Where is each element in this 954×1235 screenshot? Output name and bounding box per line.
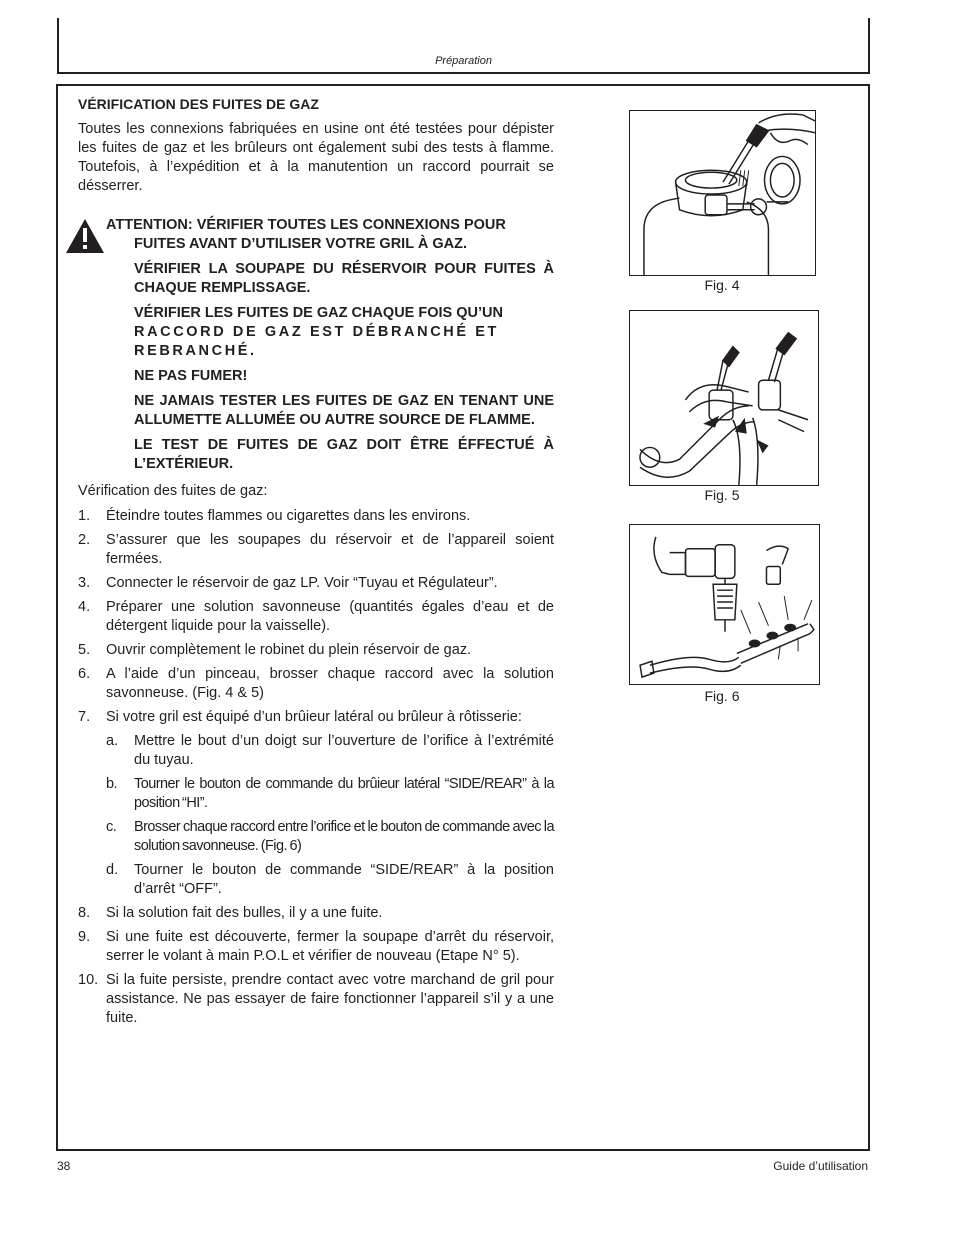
header-title: Préparation <box>435 55 492 67</box>
warning-item: NE JAMAIS TESTER LES FUITES DE GAZ EN TENANT UNE ALLUMETTE ALLUMÉE OU AUTRE SOURCE DE FLAMME. <box>134 393 554 428</box>
figure-6 <box>629 524 820 685</box>
substeps-list <box>106 732 554 899</box>
warning-line1: ATTENTION: VÉRIFIER TOUTES LES CONNEXIONS POUR <box>106 217 506 233</box>
warning-item: LE TEST DE FUITES DE GAZ DOIT ÊTRE ÉFFECTUÉ À L’EXTÉRIEUR. <box>134 437 554 472</box>
figure-5-caption: Fig. 5 <box>704 487 740 503</box>
sub-list-item: a. Mettre le bout d’un doigt sur l’ouverture de l’orifice à l’extrémité du tuyau. <box>106 733 554 768</box>
header-box <box>57 18 870 74</box>
list-item: 2. S’assurer que les soupapes du réservoir et de l’appareil soient fermées. <box>78 532 554 567</box>
footer-guide-title: Guide d’utilisation <box>773 1159 868 1173</box>
steps-intro: Vérification des fuites de gaz: <box>78 483 268 499</box>
warning-block <box>78 216 554 474</box>
list-item: 1. Éteindre toutes flammes ou cigarettes dans les environs. <box>78 508 471 524</box>
list-item: 10. Si la fuite persiste, prendre contact avec votre marchand de gril pour assistance. Ne pas essayer de faire fonctionner l’appareil s’il y a une fuite. <box>78 972 554 1026</box>
warning-item: NE PAS FUMER! <box>134 368 248 384</box>
list-item: 3. Connecter le réservoir de gaz LP. Voir “Tuyau et Régulateur”. <box>78 575 498 591</box>
section-intro: Toutes les connexions fabriquées en usine ont été testées pour dépister les fuites de gaz et les brûleurs ont également subi des tests à flamme. Toutefois, à l’expédition et à la manutention un raccord pourrait se désserrer. <box>78 121 554 194</box>
main-content <box>78 95 554 1033</box>
tank-valve-brush-illustration <box>630 111 815 275</box>
list-item: 5. Ouvrir complètement le robinet du plein réservoir de gaz. <box>78 642 472 658</box>
list-item: 4. Préparer une solution savonneuse (quantités égales d’eau et de détergent liquide pour la vaisselle). <box>78 599 554 634</box>
list-item: 7. Si votre gril est équipé d’un brûieur latéral ou brûleur à rôtisserie: a. Mettre le bout d’un doigt sur l’ouverture de l’orifice à l’extrémité du tuyau. b. Tourner le bouton de commande du brûieur latéral “SIDE/REAR” à la position “HI”. c. Brosser chaque raccord entre l’orifice et le bouton de commande avec la solution savonneuse. (Fig. 6) d. Tourner le bouton de commande “SIDE/REAR” à la position d’arrêt “OFF”. <box>78 709 554 897</box>
sub-list-item: b. Tourner le bouton de commande du brûieur latéral “SIDE/REAR” à la position “HI”. <box>106 776 554 811</box>
sub-list-item: d. Tourner le bouton de commande “SIDE/REAR” à la position d’arrêt “OFF”. <box>106 862 554 897</box>
sub-list-item: c. Brosser chaque raccord entre l’orifice et le bouton de commande avec la solution savonneuse. (Fig. 6) <box>106 819 554 854</box>
list-item: 9. Si une fuite est découverte, fermer la soupape d’arrêt du réservoir, serrer le volant à main P.O.L et vérifier de nouveau (Etape N° 5). <box>78 929 554 964</box>
figure-5 <box>629 310 819 486</box>
figure-4-caption: Fig. 4 <box>704 277 740 293</box>
warning-item: VÉRIFIER LES FUITES DE GAZ CHAQUE FOIS QU’UN <box>134 305 503 321</box>
figure-6-caption: Fig. 6 <box>704 688 740 704</box>
page-number: 38 <box>57 1159 71 1173</box>
list-item: 6. A l’aide d’un pinceau, brosser chaque raccord avec la solution savonneuse. (Fig. 4 & 5) <box>78 666 554 701</box>
warning-item: RACCORD DE GAZ EST DÉBRANCHÉ ET REBRANCHÉ. <box>134 324 499 359</box>
warning-item: VÉRIFIER LA SOUPAPE DU RÉSERVOIR POUR FUITES À CHAQUE REMPLISSAGE. <box>134 261 554 296</box>
side-burner-orifice-illustration <box>630 525 819 684</box>
steps-list <box>78 507 554 1028</box>
section-title: VÉRIFICATION DES FUITES DE GAZ <box>78 96 319 112</box>
warning-icon <box>65 218 105 254</box>
warning-line1-cont: FUITES AVANT D’UTILISER VOTRE GRIL À GAZ. <box>134 236 467 252</box>
list-item: 8. Si la solution fait des bulles, il y a une fuite. <box>78 905 383 921</box>
figure-4 <box>629 110 816 276</box>
burner-valves-illustration <box>630 311 818 485</box>
